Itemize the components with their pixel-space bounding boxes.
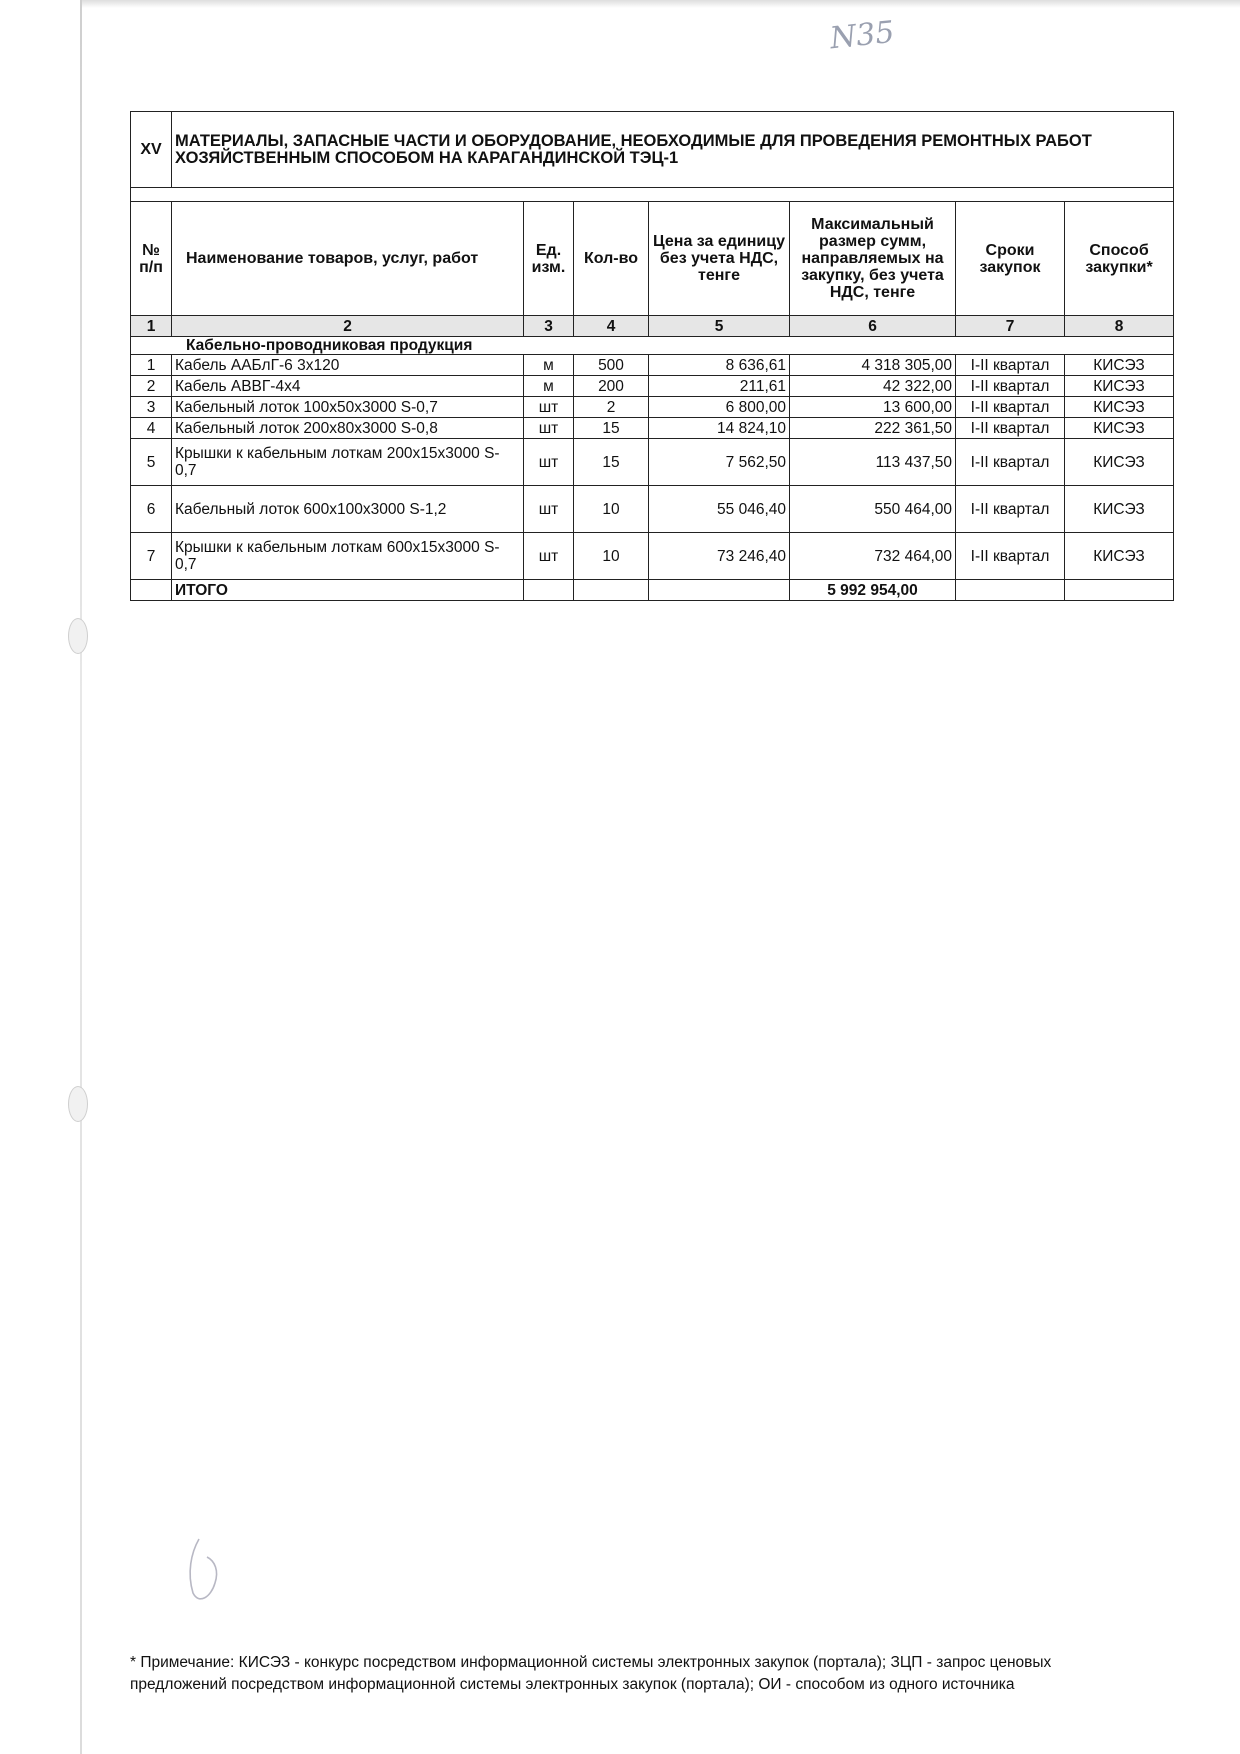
- table-row: [131, 397, 1174, 418]
- cell-name: Кабельный лоток 100х50х3000 S-0,7: [172, 397, 524, 418]
- cell-sum: 732 464,00: [790, 533, 956, 580]
- cell-price: 8 636,61: [649, 355, 790, 376]
- cell-qty: 10: [574, 486, 649, 533]
- cell-term: I-II квартал: [956, 355, 1065, 376]
- cell-sum: 4 318 305,00: [790, 355, 956, 376]
- cell-no: 7: [131, 533, 172, 580]
- cell-method: КИСЭЗ: [1065, 418, 1174, 439]
- cell-empty: [574, 580, 649, 601]
- cell-price: 73 246,40: [649, 533, 790, 580]
- cell-term: I-II квартал: [956, 533, 1065, 580]
- column-number: 2: [172, 316, 524, 337]
- footnote: * Примечание: КИСЭЗ - конкурс посредством информационной системы электронных закупок (портала); ЗЦП - запрос ценовых предложений посредством информационной системы электронных закупок (портала); ОИ - способом из одного источника: [130, 1654, 1052, 1693]
- cell-method: КИСЭЗ: [1065, 397, 1174, 418]
- section-number: XV: [131, 112, 172, 188]
- header-price: Цена за единицу без учета НДС, тенге: [649, 202, 790, 316]
- header-term: Сроки закупок: [956, 202, 1065, 316]
- cell-name: Кабельный лоток 600х100х3000 S-1,2: [172, 486, 524, 533]
- header-no: № п/п: [131, 202, 172, 316]
- cell-empty: [1065, 580, 1174, 601]
- cell-qty: 15: [574, 418, 649, 439]
- cell-term: I-II квартал: [956, 397, 1065, 418]
- column-number: 3: [524, 316, 574, 337]
- cell-price: 211,61: [649, 376, 790, 397]
- column-number: 8: [1065, 316, 1174, 337]
- total-label: ИТОГО: [172, 580, 524, 601]
- table-row: [131, 533, 1174, 580]
- cell-sum: 550 464,00: [790, 486, 956, 533]
- cell-sum: 42 322,00: [790, 376, 956, 397]
- header-qty: Кол-во: [574, 202, 649, 316]
- table-row: [131, 439, 1174, 486]
- cell-unit: шт: [524, 533, 574, 580]
- cell-qty: 10: [574, 533, 649, 580]
- cell-qty: 15: [574, 439, 649, 486]
- cell-method: КИСЭЗ: [1065, 533, 1174, 580]
- punch-hole-upper: [68, 618, 88, 654]
- cell-unit: шт: [524, 418, 574, 439]
- handwritten-page-number: N35: [828, 14, 897, 57]
- cell-empty: [524, 580, 574, 601]
- cell-empty: [649, 580, 790, 601]
- cell-method: КИСЭЗ: [1065, 376, 1174, 397]
- column-number: 6: [790, 316, 956, 337]
- cell-empty: [956, 580, 1065, 601]
- cell-method: КИСЭЗ: [1065, 439, 1174, 486]
- column-number: 4: [574, 316, 649, 337]
- header-method: Способ закупки*: [1065, 202, 1174, 316]
- cell-name: Кабель АВВГ-4х4: [172, 376, 524, 397]
- cell-unit: м: [524, 376, 574, 397]
- cell-no: 3: [131, 397, 172, 418]
- section-header-row: [131, 112, 1174, 188]
- table-row: [131, 418, 1174, 439]
- header-unit: Ед. изм.: [524, 202, 574, 316]
- cell-name: Крышки к кабельным лоткам 200х15х3000 S-0,7: [172, 439, 524, 486]
- cell-unit: шт: [524, 397, 574, 418]
- cell-no: 5: [131, 439, 172, 486]
- column-number: 5: [649, 316, 790, 337]
- cell-qty: 500: [574, 355, 649, 376]
- cell-term: I-II квартал: [956, 486, 1065, 533]
- cell-name: Кабель ААБлГ-6 3х120: [172, 355, 524, 376]
- cell-price: 7 562,50: [649, 439, 790, 486]
- procurement-table: [130, 111, 1174, 601]
- handwritten-initial: [185, 1535, 235, 1605]
- cell-name: Кабельный лоток 200х80х3000 S-0,8: [172, 418, 524, 439]
- total-sum: 5 992 954,00: [790, 580, 956, 601]
- cell-term: I-II квартал: [956, 376, 1065, 397]
- cell-empty: [131, 580, 172, 601]
- table-row: [131, 376, 1174, 397]
- column-number: 1: [131, 316, 172, 337]
- cell-qty: 2: [574, 397, 649, 418]
- column-number-row: [131, 316, 1174, 337]
- cell-term: I-II квартал: [956, 439, 1065, 486]
- cell-sum: 13 600,00: [790, 397, 956, 418]
- cell-method: КИСЭЗ: [1065, 486, 1174, 533]
- cell-unit: м: [524, 355, 574, 376]
- cell-unit: шт: [524, 439, 574, 486]
- cell-no: 2: [131, 376, 172, 397]
- cell-no: 4: [131, 418, 172, 439]
- cell-price: 14 824,10: [649, 418, 790, 439]
- cell-sum: 113 437,50: [790, 439, 956, 486]
- table-row: [131, 486, 1174, 533]
- column-number: 7: [956, 316, 1065, 337]
- cell-price: 55 046,40: [649, 486, 790, 533]
- cell-name: Крышки к кабельным лоткам 600х15х3000 S-0,7: [172, 533, 524, 580]
- spacer-row: [131, 188, 1174, 202]
- cell-term: I-II квартал: [956, 418, 1065, 439]
- column-header-row: [131, 202, 1174, 316]
- cell-no: 6: [131, 486, 172, 533]
- cell-qty: 200: [574, 376, 649, 397]
- cell-no: 1: [131, 355, 172, 376]
- punch-hole-lower: [68, 1086, 88, 1122]
- cell-sum: 222 361,50: [790, 418, 956, 439]
- cell-price: 6 800,00: [649, 397, 790, 418]
- section-title: МАТЕРИАЛЫ, ЗАПАСНЫЕ ЧАСТИ И ОБОРУДОВАНИЕ, НЕОБХОДИМЫЕ ДЛЯ ПРОВЕДЕНИЯ РЕМОНТНЫХ РАБОТ ХОЗЯЙСТВЕННЫМ СПОСОБОМ НА КАРАГАНДИНСКОЙ ТЭЦ-1: [172, 112, 1174, 188]
- table-row: [131, 355, 1174, 376]
- cell-unit: шт: [524, 486, 574, 533]
- scan-edge-left: [80, 0, 82, 1754]
- header-sum: Максимальный размер сумм, направляемых на закупку, без учета НДС, тенге: [790, 202, 956, 316]
- group-name: Кабельно-проводниковая продукция: [131, 337, 1174, 355]
- cell-method: КИСЭЗ: [1065, 355, 1174, 376]
- scan-edge-top: [80, 0, 1240, 8]
- group-row: [131, 337, 1174, 355]
- total-row: [131, 580, 1174, 601]
- header-name: Наименование товаров, услуг, работ: [172, 202, 524, 316]
